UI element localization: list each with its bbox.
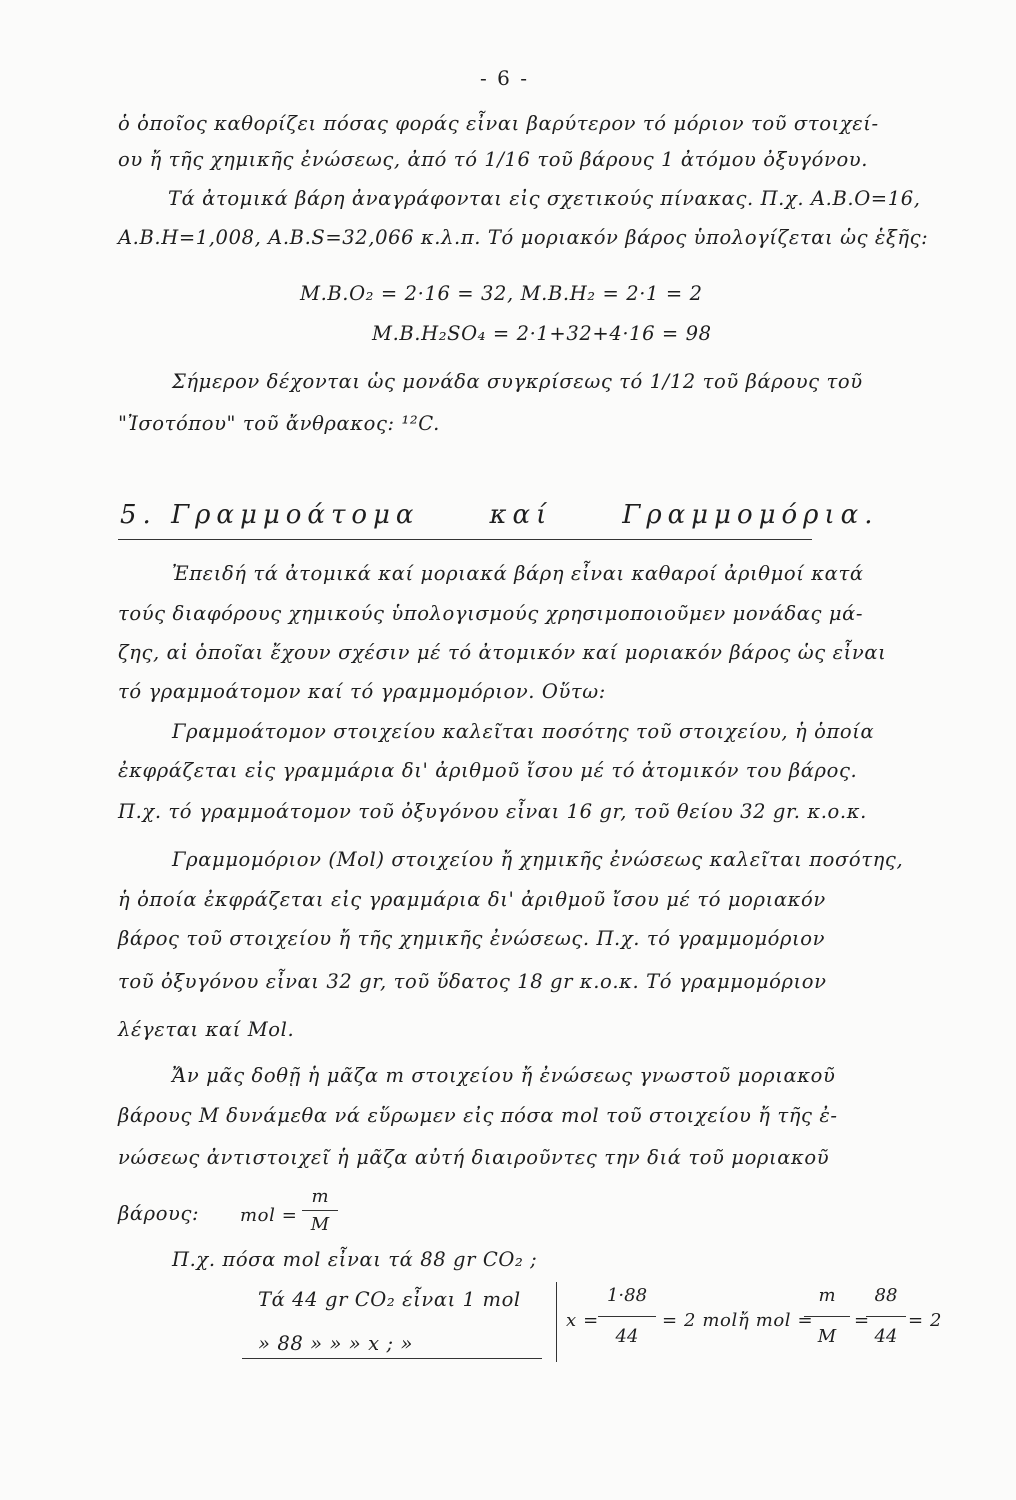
fraction-numerator: 1·88 [606,1285,648,1306]
section-number: 5. [120,500,157,530]
text-line: Ἐπειδή τά ἀτομικά καί μοριακά βάρη εἶναι καθαροί ἀριθμοί κατά [172,562,864,585]
page-number: - 6 - [480,66,529,90]
text-line: ὁ ὁποῖος καθορίζει πόσας φοράς εἶναι βαρύτερον τό μόριον τοῦ στοιχεί- [118,112,879,135]
text-line: ἡ ὁποία ἐκφράζεται εἰς γραμμάρια δι' ἀριθμοῦ ἴσου μέ τό μοριακόν [118,888,826,911]
text-line: νώσεως ἀντιστοιχεῖ ἡ μᾶζα αὐτή διαιροῦντες την διά τοῦ μοριακοῦ [118,1146,830,1169]
text-line: Γραμμοάτομον στοιχείου καλεῖται ποσότης τοῦ στοιχείου, ἡ ὁποία [172,720,875,743]
example-question: Π.χ. πόσα mol εἶναι τά 88 gr CO₂ ; [172,1248,538,1271]
fraction-denominator: 44 [615,1326,639,1347]
text-line: ἐκφράζεται εἰς γραμμάρια δι' ἀριθμοῦ ἴσου μέ τό ἀτομικόν του βάρος. [118,759,858,782]
example-row: Τά 44 gr CO₂ εἶναι 1 mol [258,1288,521,1311]
formula-denominator: M [310,1214,330,1235]
formula-line: Μ.Β.Η₂SO₄ = 2·1+32+4·16 = 98 [372,322,712,345]
example-divider [556,1282,557,1362]
equals-sign: = [854,1310,870,1331]
text-line: Τά ἀτομικά βάρη ἀναγράφονται εἰς σχετικούς πίνακας. Π.χ. Α.Β.Ο=16, [168,187,921,210]
section-title-part: καί [489,500,553,530]
text-line: Σήμερον δέχονται ὡς μονάδα συγκρίσεως τό 1/12 τοῦ βάρους τοῦ [172,370,863,393]
result-text: = 2 mol [662,1310,738,1331]
text-line: Α.Β.Η=1,008, Α.Β.S=32,066 κ.λ.π. Τό μοριακόν βάρος ὑπολογίζεται ὡς ἑξῆς: [118,226,929,249]
fraction-bar [302,1210,338,1211]
fraction-denominator: 44 [874,1326,898,1347]
text-line: Π.χ. τό γραμμοάτομον τοῦ ὀξυγόνου εἶναι 16 gr, τοῦ θείου 32 gr. κ.ο.κ. [118,800,867,823]
text-line: "Ἰσοτόπου" τοῦ ἄνθρακος: ¹²C. [118,412,440,435]
x-equals: x = [566,1310,599,1331]
text-line: τοῦ ὀξυγόνου εἶναι 32 gr, τοῦ ὕδατος 18 gr κ.ο.κ. Τό γραμμομόριον [118,970,827,993]
text-line: Γραμμομόριον (Mol) στοιχείου ἤ χημικῆς ἐνώσεως καλεῖται ποσότης, [172,848,904,871]
text-line: βάρους M δυνάμεθα νά εὕρωμεν εἰς πόσα mol τοῦ στοιχείου ἤ τῆς ἐ- [118,1104,838,1127]
fraction-bar [866,1316,906,1317]
text-line: λέγεται καί Mol. [118,1018,295,1041]
fraction-numerator: 88 [874,1285,898,1306]
formula-lead: βάρους: [118,1202,200,1225]
result-text: = 2 [908,1310,943,1331]
formula-lhs: mol = [240,1205,298,1226]
section-title-part: Γραμμομόρια. [622,500,879,530]
section-heading [120,500,878,530]
section-title-part: Γραμμοάτομα [171,500,420,530]
example-row: » 88 » » » x ; » [258,1332,414,1355]
text-line: τό γραμμοάτομον καί τό γραμμομόριον. Οὕτω: [118,680,606,703]
heading-underline [118,539,812,540]
text-line: βάρος τοῦ στοιχείου ἤ τῆς χημικῆς ἐνώσεως. Π.χ. τό γραμμομόριον [118,927,826,950]
text-line: ζης, αἱ ὁποῖαι ἔχουν σχέσιν μέ τό ἀτομικόν καί μοριακόν βάρος ὡς εἶναι [118,641,887,664]
formula-numerator: m [311,1186,329,1207]
formula-line: Μ.Β.Ο₂ = 2·16 = 32, Μ.Β.Η₂ = 2·1 = 2 [300,282,703,305]
fraction-denominator: M [817,1326,837,1347]
alt-expression: ἤ mol = [738,1310,814,1331]
fraction-numerator: m [818,1285,836,1306]
fraction-bar [804,1316,850,1317]
text-line: τούς διαφόρους χημικούς ὑπολογισμούς χρησιμοποιοῦμεν μονάδας μά- [118,602,864,625]
text-line: ου ἤ τῆς χημικῆς ἐνώσεως, ἀπό τό 1/16 τοῦ βάρους 1 ἀτόμου ὀξυγόνου. [118,148,869,171]
text-line: Ἄν μᾶς δοθῇ ἡ μᾶζα m στοιχείου ἤ ἐνώσεως γνωστοῦ μοριακοῦ [172,1064,836,1087]
example-underline [242,1358,542,1359]
fraction-bar [598,1316,656,1317]
